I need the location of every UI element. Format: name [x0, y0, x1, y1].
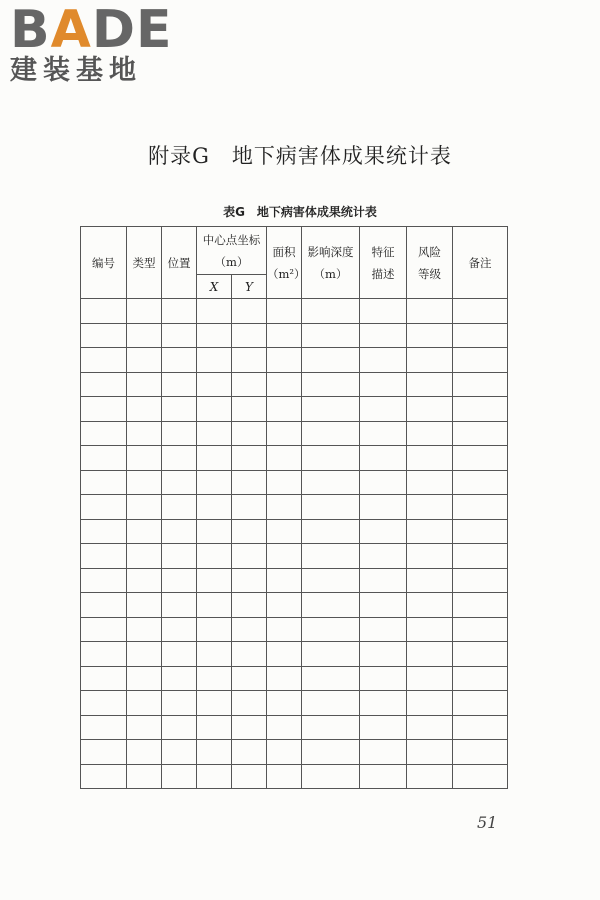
table-cell — [453, 617, 508, 642]
table-cell — [453, 715, 508, 740]
table-row — [81, 593, 508, 618]
table-cell — [302, 691, 360, 716]
table-cell — [162, 691, 197, 716]
table-cell — [453, 446, 508, 471]
table-cell — [81, 348, 127, 373]
table-cell — [127, 421, 162, 446]
table-cell — [453, 666, 508, 691]
table-cell — [453, 691, 508, 716]
bade-logo — [10, 0, 180, 86]
table-cell — [162, 495, 197, 520]
table-cell — [360, 397, 407, 422]
table-cell — [162, 372, 197, 397]
table-cell — [127, 495, 162, 520]
table-cell — [453, 397, 508, 422]
table-cell — [197, 446, 232, 471]
table-cell — [360, 691, 407, 716]
logo-wordmark: BADE — [10, 0, 173, 60]
table-cell — [81, 666, 127, 691]
table-cell — [197, 323, 232, 348]
table-cell — [407, 593, 453, 618]
table-cell — [453, 568, 508, 593]
table-cell — [197, 544, 232, 569]
table-row — [81, 764, 508, 789]
table-cell — [162, 593, 197, 618]
table-cell — [267, 470, 302, 495]
table-cell — [232, 348, 267, 373]
table-cell — [360, 421, 407, 446]
table-cell — [360, 740, 407, 765]
table-cell — [360, 568, 407, 593]
table-cell — [407, 544, 453, 569]
table-cell — [453, 323, 508, 348]
table-row — [81, 470, 508, 495]
table-cell — [81, 593, 127, 618]
table-cell — [127, 323, 162, 348]
table-cell — [162, 544, 197, 569]
table-body — [81, 299, 508, 789]
table-cell — [197, 372, 232, 397]
table-row — [81, 446, 508, 471]
table-cell — [162, 519, 197, 544]
table-cell — [407, 397, 453, 422]
table-cell — [127, 691, 162, 716]
header-risk: 风险 等级 — [407, 227, 453, 299]
table-cell — [232, 666, 267, 691]
table-cell — [162, 446, 197, 471]
table-cell — [127, 470, 162, 495]
table-cell — [267, 666, 302, 691]
table-cell — [197, 764, 232, 789]
table-cell — [232, 372, 267, 397]
table-cell — [81, 715, 127, 740]
table-cell — [360, 617, 407, 642]
table-cell — [267, 323, 302, 348]
table-cell — [197, 593, 232, 618]
table-cell — [407, 348, 453, 373]
table-row — [81, 544, 508, 569]
table-cell — [232, 691, 267, 716]
header-feature: 特征 描述 — [360, 227, 407, 299]
table-cell — [127, 568, 162, 593]
table-row — [81, 397, 508, 422]
table-cell — [453, 519, 508, 544]
table-cell — [232, 470, 267, 495]
page-number: 51 — [477, 813, 498, 832]
table-row — [81, 666, 508, 691]
table-cell — [81, 519, 127, 544]
table-cell — [407, 691, 453, 716]
table-cell — [127, 666, 162, 691]
table-cell — [453, 470, 508, 495]
table-cell — [197, 348, 232, 373]
table-cell — [453, 299, 508, 324]
table-cell — [453, 544, 508, 569]
logo-accent-letter: A — [50, 0, 92, 60]
table-row — [81, 421, 508, 446]
table-cell — [360, 715, 407, 740]
table-row — [81, 495, 508, 520]
table-cell — [407, 715, 453, 740]
table-cell — [81, 691, 127, 716]
table-cell — [81, 446, 127, 471]
table-row — [81, 568, 508, 593]
table-cell — [197, 617, 232, 642]
table-cell — [302, 764, 360, 789]
table-cell — [267, 495, 302, 520]
table-cell — [81, 544, 127, 569]
table-cell — [360, 764, 407, 789]
table-row — [81, 617, 508, 642]
table-row — [81, 372, 508, 397]
table-cell — [127, 348, 162, 373]
table-cell — [127, 299, 162, 324]
table-cell — [267, 348, 302, 373]
table-cell — [407, 299, 453, 324]
table-cell — [360, 519, 407, 544]
table-cell — [407, 740, 453, 765]
table-cell — [81, 372, 127, 397]
table-cell — [453, 642, 508, 667]
table-row — [81, 715, 508, 740]
table-cell — [360, 372, 407, 397]
table-cell — [267, 764, 302, 789]
table-cell — [162, 421, 197, 446]
table-row — [81, 519, 508, 544]
logo-subtitle: 建装基地 — [10, 55, 142, 86]
table-cell — [407, 446, 453, 471]
table-row — [81, 323, 508, 348]
table-cell — [162, 348, 197, 373]
table-cell — [453, 593, 508, 618]
table-cell — [162, 666, 197, 691]
table-cell — [197, 495, 232, 520]
table-cell — [407, 323, 453, 348]
table-cell — [127, 397, 162, 422]
table-cell — [232, 299, 267, 324]
table-cell — [127, 764, 162, 789]
table-cell — [453, 348, 508, 373]
table-cell — [267, 519, 302, 544]
table-cell — [127, 519, 162, 544]
header-y: Y — [232, 275, 267, 299]
table-cell — [197, 519, 232, 544]
table-row — [81, 348, 508, 373]
table-cell — [81, 740, 127, 765]
table-cell — [302, 372, 360, 397]
table-cell — [162, 715, 197, 740]
table-cell — [360, 348, 407, 373]
table-cell — [232, 421, 267, 446]
table-cell — [407, 372, 453, 397]
header-depth: 影响深度 （m） — [302, 227, 360, 299]
table-cell — [302, 397, 360, 422]
table-cell — [267, 715, 302, 740]
table-cell — [302, 495, 360, 520]
table-cell — [302, 519, 360, 544]
table-cell — [81, 421, 127, 446]
table-cell — [232, 617, 267, 642]
table-cell — [407, 666, 453, 691]
table-cell — [267, 446, 302, 471]
table-cell — [162, 740, 197, 765]
table-cell — [302, 446, 360, 471]
table-cell — [453, 495, 508, 520]
table-cell — [302, 470, 360, 495]
header-number: 编号 — [81, 227, 127, 299]
table-cell — [162, 568, 197, 593]
table-cell — [232, 544, 267, 569]
table-cell — [453, 764, 508, 789]
table-cell — [232, 323, 267, 348]
table-cell — [453, 740, 508, 765]
table-cell — [232, 715, 267, 740]
table-caption: 表G 地下病害体成果统计表 — [223, 205, 377, 219]
header-remark: 备注 — [453, 227, 508, 299]
table-cell — [232, 446, 267, 471]
table-row — [81, 299, 508, 324]
table-cell — [162, 617, 197, 642]
table-cell — [453, 421, 508, 446]
header-area: 面积 （m²） — [267, 227, 302, 299]
table-cell — [81, 323, 127, 348]
table-header — [81, 227, 508, 299]
table-cell — [302, 617, 360, 642]
table-cell — [302, 642, 360, 667]
table-cell — [267, 397, 302, 422]
header-x: X — [197, 275, 232, 299]
table-cell — [267, 299, 302, 324]
table-cell — [162, 764, 197, 789]
table-cell — [162, 470, 197, 495]
table-cell — [407, 519, 453, 544]
table-cell — [197, 642, 232, 667]
table-cell — [127, 544, 162, 569]
table-cell — [302, 666, 360, 691]
table-cell — [267, 617, 302, 642]
table-cell — [360, 299, 407, 324]
table-cell — [360, 544, 407, 569]
table-cell — [302, 568, 360, 593]
table-cell — [197, 299, 232, 324]
table-cell — [127, 372, 162, 397]
table-cell — [302, 593, 360, 618]
table-cell — [232, 642, 267, 667]
table-cell — [81, 764, 127, 789]
table-cell — [267, 691, 302, 716]
table-cell — [267, 421, 302, 446]
table-cell — [197, 666, 232, 691]
table-cell — [407, 470, 453, 495]
table-cell — [360, 323, 407, 348]
table-cell — [197, 421, 232, 446]
table-cell — [302, 299, 360, 324]
table-cell — [360, 642, 407, 667]
table-cell — [127, 642, 162, 667]
table-cell — [407, 568, 453, 593]
table-cell — [197, 740, 232, 765]
table-cell — [407, 642, 453, 667]
table-cell — [162, 323, 197, 348]
table-cell — [81, 617, 127, 642]
table-cell — [127, 715, 162, 740]
table-cell — [127, 617, 162, 642]
table-cell — [232, 568, 267, 593]
table-cell — [81, 299, 127, 324]
table-cell — [267, 544, 302, 569]
table-cell — [267, 593, 302, 618]
table-cell — [197, 715, 232, 740]
table-cell — [302, 323, 360, 348]
table-cell — [267, 740, 302, 765]
table-cell — [360, 446, 407, 471]
header-position: 位置 — [162, 227, 197, 299]
table-cell — [197, 691, 232, 716]
table-cell — [197, 470, 232, 495]
table-cell — [407, 421, 453, 446]
table-cell — [232, 593, 267, 618]
table-cell — [360, 495, 407, 520]
table-cell — [232, 764, 267, 789]
table-cell — [360, 593, 407, 618]
table-cell — [197, 397, 232, 422]
table-cell — [407, 617, 453, 642]
table-cell — [127, 593, 162, 618]
table-cell — [232, 740, 267, 765]
table-row — [81, 691, 508, 716]
table-cell — [232, 519, 267, 544]
table-cell — [81, 642, 127, 667]
header-center-coord: 中心点坐标 （m） — [197, 227, 267, 275]
table-cell — [302, 421, 360, 446]
header-type: 类型 — [127, 227, 162, 299]
table-cell — [232, 495, 267, 520]
table-cell — [81, 495, 127, 520]
table-cell — [127, 740, 162, 765]
appendix-title: 附录G 地下病害体成果统计表 — [148, 144, 452, 168]
table-cell — [162, 642, 197, 667]
table-cell — [302, 740, 360, 765]
table-cell — [162, 299, 197, 324]
table-row — [81, 740, 508, 765]
table-cell — [407, 764, 453, 789]
table-row — [81, 642, 508, 667]
table-cell — [81, 568, 127, 593]
table-cell — [360, 666, 407, 691]
table-cell — [81, 470, 127, 495]
table-cell — [267, 372, 302, 397]
table-cell — [407, 495, 453, 520]
table-cell — [453, 372, 508, 397]
table-cell — [127, 446, 162, 471]
table-cell — [232, 397, 267, 422]
table-cell — [81, 397, 127, 422]
table-cell — [302, 715, 360, 740]
table-cell — [197, 568, 232, 593]
table-cell — [267, 642, 302, 667]
table-cell — [302, 348, 360, 373]
statistics-table — [80, 226, 508, 789]
table-cell — [267, 568, 302, 593]
table-cell — [162, 397, 197, 422]
table-cell — [302, 544, 360, 569]
table-cell — [360, 470, 407, 495]
